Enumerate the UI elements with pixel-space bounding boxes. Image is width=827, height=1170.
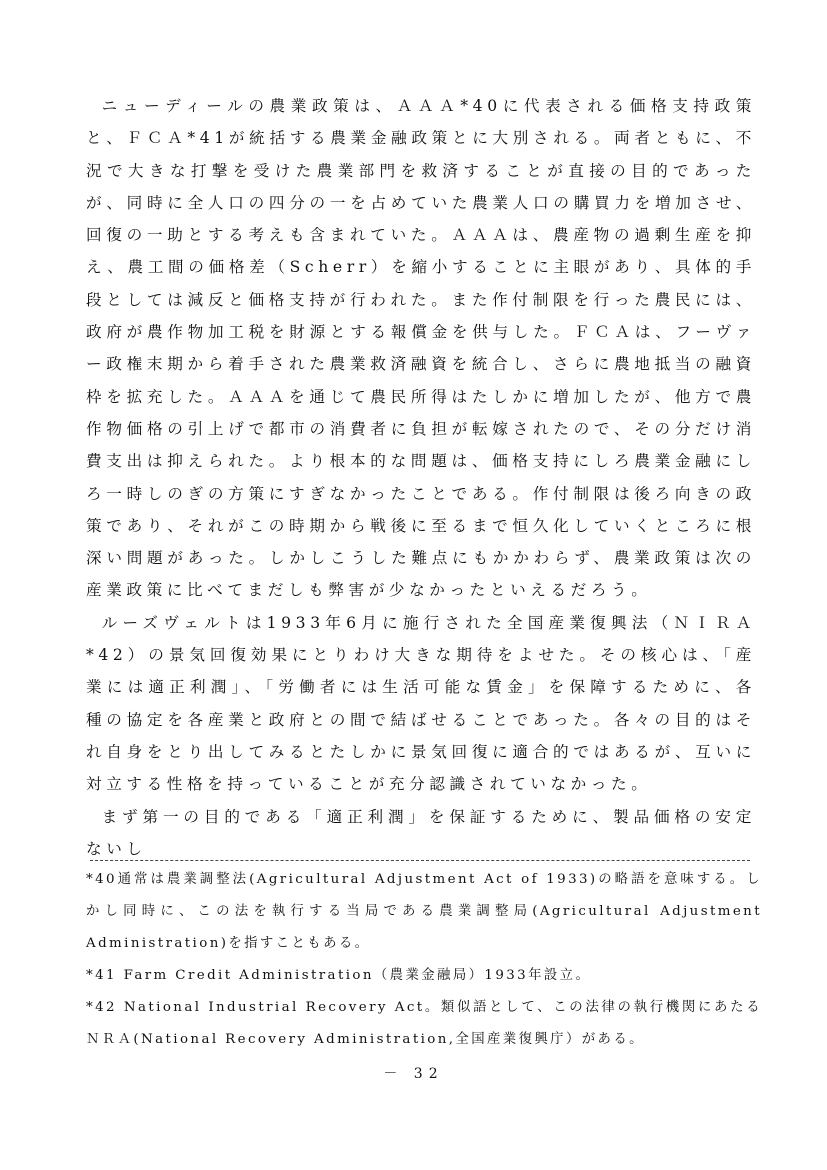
paragraph-nira: ルーズヴェルトは1933年6月に施行された全国産業復興法（ＮＩＲＡ*42）の景気回復効果にとりわけ大きな期待をよせた。その核心は、「産業には適正利潤」、「労働者には生活可能な賃金」を保障するために、各種の協定を各産業と政府との間で結ばせることであった。各々の目的はそれ自身をとり出してみるとたしかに景気回復に適合的ではあるが、互いに対立する性格を持っていることが充分認識されていなかった。 (86, 613, 756, 794)
footnote-separator (90, 860, 750, 861)
footnote-40: *40通常は農業調整法(Agricultural Adjustment Act of 1933)の略語を意味する。しかし同時に、この法を執行する当局である農業調整局(Agricultural Adjustment Administration)を指すこともある。 (86, 872, 762, 951)
page-number: － 32 (383, 1066, 444, 1082)
main-text (86, 90, 756, 865)
footnotes (86, 864, 762, 1056)
footnote-42: *42 National Industrial Recovery Act。類似語として、この法律の執行機関にあたるＮＲＡ(National Recovery Administration,全国産業復興庁）がある。 (86, 1000, 762, 1047)
paragraph-agricultural-policy: ニューディールの農業政策は、ＡＡＡ*40に代表される価格支持政策と、ＦＣＡ*41が統括する農業金融政策とに大別される。両者ともに、不況で大きな打撃を受けた農業部門を救済することが直接の目的であったが、同時に全人口の四分の一を占めていた農業人口の購買力を増加させ、回復の一助とする考えも含まれていた。ＡＡＡは、農産物の過剰生産を抑え、農工間の価格差（Scherr）を縮小することに主眼があり、具体的手段としては減反と価格支持が行われた。また作付制限を行った農民には、政府が農作物加工税を財源とする報償金を供与した。ＦＣＡは、フーヴァー政権末期から着手された農業救済融資を統合し、さらに農地抵当の融資枠を拡充した。ＡＡＡを通じて農民所得はたしかに増加したが、他方で農作物価格の引上げで都市の消費者に負担が転嫁されたので、その分だけ消費支出は抑えられた。より根本的な問題は、価格支持にしろ農業金融にしろ一時しのぎの方策にすぎなかったことである。作付制限は後ろ向きの政策であり、それがこの時期から戦後に至るまで恒久化していくところに根深い問題があった。しかしこうした難点にもかかわらず、農業政策は次の産業政策に比べてまだしも弊害が少なかったといえるだろう。 (86, 97, 756, 600)
paragraph-fair-profit: まず第一の目的である「適正利潤」を保証するために、製品価格の安定ないし (86, 807, 756, 858)
footnote-41: *41 Farm Credit Administration（農業金融局）1933年設立。 (86, 968, 592, 983)
